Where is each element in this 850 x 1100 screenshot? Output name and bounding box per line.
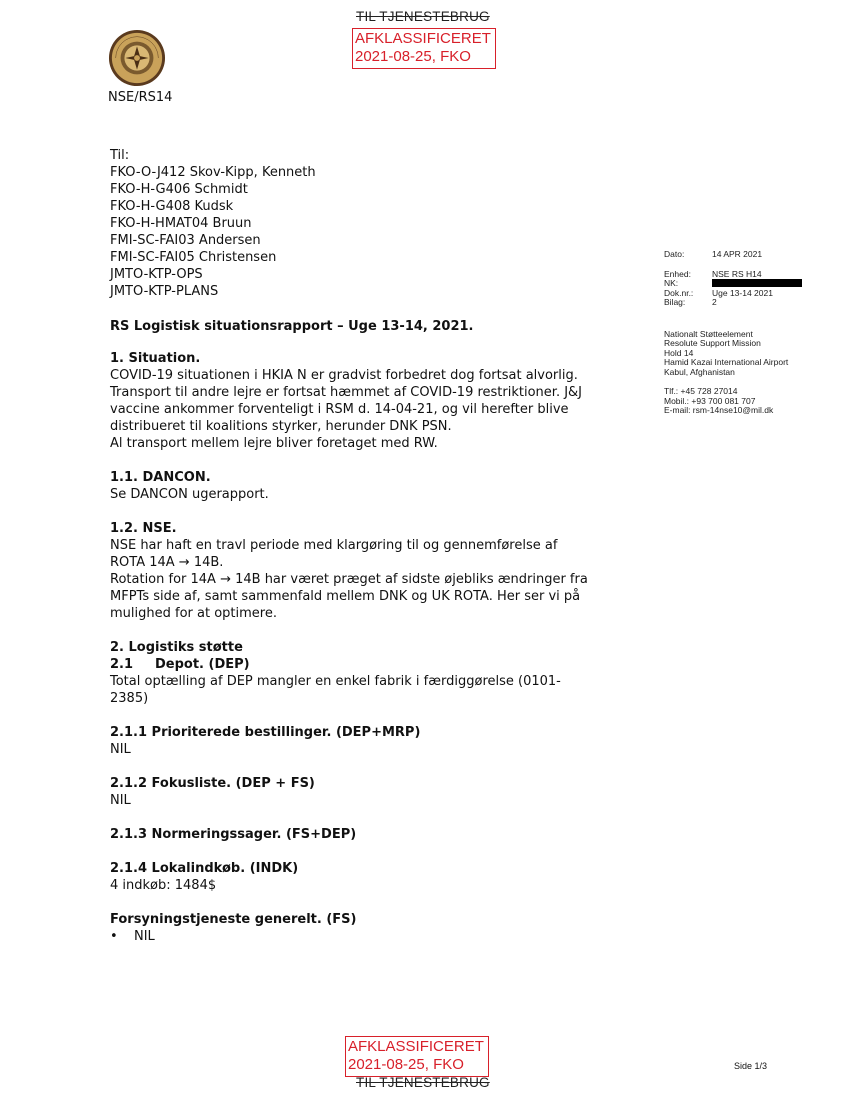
address-line: Resolute Support Mission bbox=[664, 338, 761, 348]
stamp-line-1: AFKLASSIFICERET bbox=[355, 30, 491, 47]
recipient-item: FKO-H-G406 Schmidt bbox=[110, 182, 248, 197]
section-2-heading: 2. Logistiks støtte bbox=[110, 640, 243, 655]
address-line: Kabul, Afghanistan bbox=[664, 366, 735, 377]
section-1-1-heading: 1.1. DANCON. bbox=[110, 470, 211, 485]
section-2-1-2-heading: 2.1.2 Fokusliste. (DEP + FS) bbox=[110, 776, 315, 791]
section-2-1-1-heading: 2.1.1 Prioriterede bestillinger. (DEP+MRP) bbox=[110, 725, 421, 740]
stamp-line-2: 2021-08-25, FKO bbox=[348, 1056, 464, 1073]
bullet-dot-icon: • bbox=[110, 929, 118, 944]
section-2-1-title: Depot. (DEP) bbox=[155, 657, 250, 672]
date-label: Dato: bbox=[664, 249, 685, 259]
fs-heading: Forsyningstjeneste generelt. (FS) bbox=[110, 912, 357, 927]
recipient-item: FKO-O-J412 Skov-Kipp, Kenneth bbox=[110, 165, 316, 180]
section-2-1-4-text: 4 indkøb: 1484$ bbox=[110, 878, 217, 893]
unit-value: NSE RS H14 bbox=[712, 268, 762, 279]
redaction-bar bbox=[712, 279, 802, 287]
section-2-1-2-text: NIL bbox=[110, 793, 131, 808]
phone: Tlf.: +45 728 27014 bbox=[664, 386, 738, 396]
section-1-2-line: ROTA 14A → 14B. bbox=[110, 555, 224, 570]
section-1-2-line: mulighed for at optimere. bbox=[110, 606, 277, 621]
bilag-label: Bilag: bbox=[664, 297, 686, 307]
document-meta bbox=[664, 250, 834, 416]
section-2-1-line: 2385) bbox=[110, 691, 149, 706]
recipient-item: JMTO-KTP-OPS bbox=[110, 267, 203, 282]
page-number: Side 1/3 bbox=[734, 1061, 768, 1071]
section-2-1-1-text: NIL bbox=[110, 742, 131, 757]
section-1-2-line: MFPTs side af, samt sammenfald mellem DNK og UK ROTA. Her ser vi på bbox=[110, 589, 581, 604]
section-1-2-heading: 1.2. NSE. bbox=[110, 521, 177, 536]
email: E-mail: rsm-14nse10@mil.dk bbox=[664, 405, 774, 415]
stamp-line-1: AFKLASSIFICERET bbox=[348, 1038, 484, 1055]
unit-label: Enhed: bbox=[664, 268, 691, 279]
nse-logo bbox=[108, 29, 166, 91]
section-2-1-number: 2.1 bbox=[110, 657, 134, 672]
report-body bbox=[110, 318, 610, 945]
section-1-2-line: Rotation for 14A → 14B har været præget af sidste øjebliks ændringer fra bbox=[110, 572, 588, 587]
docnr-label: Dok.nr.: bbox=[664, 287, 694, 298]
docnr-value: Uge 13-14 2021 bbox=[712, 287, 773, 298]
recipient-item: FMI-SC-FAI05 Christensen bbox=[110, 250, 277, 265]
section-1-line: Al transport mellem lejre bliver foretaget med RW. bbox=[110, 436, 438, 451]
section-1-heading: 1. Situation. bbox=[110, 351, 201, 366]
classification-bottom: TIL TJENESTEBRUG bbox=[356, 1075, 490, 1090]
section-2-1-4-heading: 2.1.4 Lokalindkøb. (INDK) bbox=[110, 861, 299, 876]
section-2-1-line: Total optælling af DEP mangler en enkel fabrik i færdiggørelse (0101- bbox=[110, 674, 561, 689]
section-2-1-heading bbox=[110, 656, 610, 673]
nk-label: NK: bbox=[664, 278, 679, 288]
section-1-line: vaccine ankommer forventeligt i RSM d. 14-04-21, og vil herefter blive bbox=[110, 402, 569, 417]
reference-code: NSE/RS14 bbox=[108, 90, 173, 105]
section-1-line: COVID-19 situationen i HKIA N er gradvist forbedret dog fortsat alvorlig. bbox=[110, 368, 578, 383]
section-2-1-3-heading: 2.1.3 Normeringssager. (FS+DEP) bbox=[110, 827, 357, 842]
section-1-line: Transport til andre lejre er fortsat hæmmet af COVID-19 restriktioner. J&J bbox=[110, 385, 583, 400]
recipient-label: Til: bbox=[110, 148, 130, 163]
mobile: Mobil.: +93 700 081 707 bbox=[664, 395, 756, 406]
address-line: Hamid Kazai International Airport bbox=[664, 357, 789, 367]
declassified-stamp-top bbox=[352, 28, 496, 69]
address-line: Hold 14 bbox=[664, 347, 694, 358]
declassified-stamp-bottom bbox=[345, 1036, 489, 1077]
recipient-block bbox=[110, 147, 510, 300]
section-1-2-line: NSE har haft en travl periode med klargøring til og gennemførelse af bbox=[110, 538, 558, 553]
recipient-item: FKO-H-HMAT04 Bruun bbox=[110, 216, 252, 231]
stamp-line-2: 2021-08-25, FKO bbox=[355, 48, 471, 65]
recipient-item: FMI-SC-FAI03 Andersen bbox=[110, 233, 261, 248]
bilag-value: 2 bbox=[712, 297, 717, 307]
fs-bullet-item bbox=[110, 928, 610, 945]
recipient-item: JMTO-KTP-PLANS bbox=[110, 284, 219, 299]
section-1-line: distribueret til koalitions styrker, herunder DNK PSN. bbox=[110, 419, 452, 434]
report-title: RS Logistisk situationsrapport – Uge 13-14, 2021. bbox=[110, 319, 474, 334]
date-value: 14 APR 2021 bbox=[712, 249, 763, 259]
logo-emblem-icon bbox=[108, 29, 166, 87]
recipient-item: FKO-H-G408 Kudsk bbox=[110, 199, 234, 214]
fs-bullet-text: NIL bbox=[134, 929, 155, 944]
address-line: Nationalt Støtteelement bbox=[664, 328, 753, 339]
classification-top: TIL TJENESTEBRUG bbox=[356, 9, 490, 24]
section-1-1-text: Se DANCON ugerapport. bbox=[110, 487, 269, 502]
